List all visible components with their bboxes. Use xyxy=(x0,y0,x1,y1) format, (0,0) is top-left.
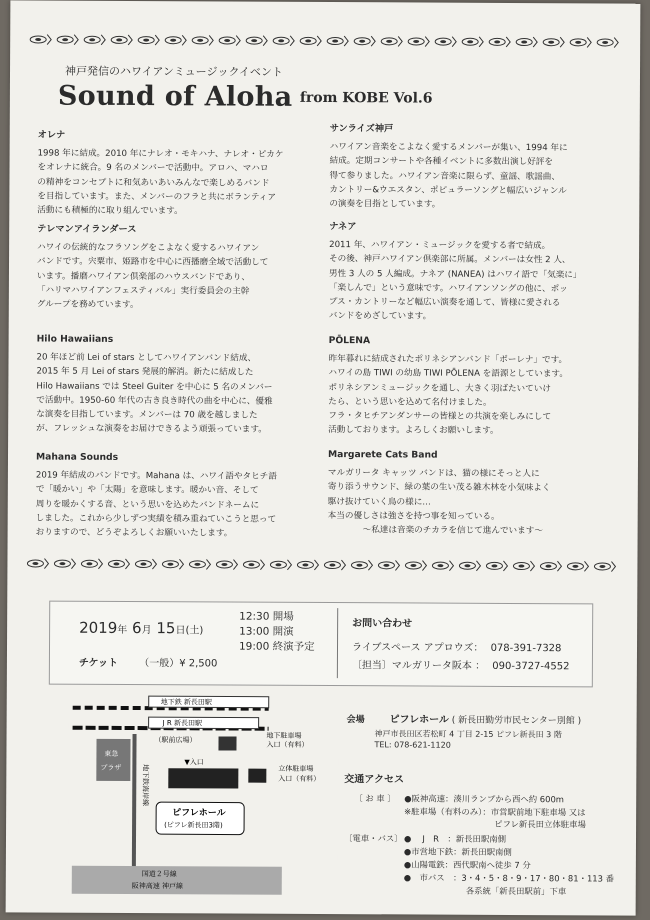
venue-name: ピフレホール xyxy=(389,714,449,726)
map-label-parking2: 立体駐車場 xyxy=(278,764,314,773)
map-label-parking2b: 入口（有料） xyxy=(278,774,321,783)
band-orena xyxy=(37,129,337,220)
decorative-border-top xyxy=(24,32,624,49)
date-year: 2019 xyxy=(79,618,118,637)
band-description: 昨年暮れに結成されたポリネシアンバンド「ポーレナ」です。 ハワイの島 TIWI の幼島 TIWI PŌLENA を語源としています。 ポリネシアンミュージックを通し、大きく羽ばたいていけ たら、という思いを込めて名付けました。 フラ・タヒチアンダンサーの皆様との共演を楽しみにして 活動しております。よろしくお願いします。 xyxy=(328,354,568,437)
event-date xyxy=(79,619,203,638)
access-train-3: ●山陽電鉄：西代駅南へ徒歩 7 分 xyxy=(403,859,531,871)
band-description: ハワイアン音楽をこよなく愛するメンバーが集い、1994 年に 結成。定期コンサートや各種イベントに多数出演し好評を 得て参りました。ハワイアン音楽に限らず、童謡、歌謡曲、 カントリー&ウエスタン、ポピュラーソングと幅広いジャンル の演奏を目指としています。 xyxy=(329,142,568,210)
date-day-unit: 日 xyxy=(175,625,186,637)
band-name: オレナ xyxy=(37,129,66,141)
access-car-2: ※駐車場（有料のみ）：市営駅前地下駐車場 又は xyxy=(404,806,586,818)
band-description: 2019 年結成のバンドです。Mahana は、ハワイ語やタヒチ語 で「暖かい」や「太陽」を意味します。暖かい音、そして 周りを暖かくする音、という思いを込めたバンドネームに しました。これから少しずつ実績を積み重ねていこうと思って おりますので、どうぞよろしくお願いいたします。 xyxy=(35,470,277,539)
map-label-jr: J R 新長田駅 xyxy=(162,719,203,728)
access-car-label: 〔 お 車 〕 xyxy=(354,793,396,804)
event-tagline: from KOBE Vol.6 xyxy=(299,89,433,107)
band-name: ナネア xyxy=(329,221,357,233)
map-label-road1: 国道２号線 xyxy=(141,870,177,879)
venue-building xyxy=(168,768,238,788)
band-name: Hilo Hawaiians xyxy=(36,333,114,345)
access-train-label: 〔電車・バス〕 xyxy=(343,833,403,844)
header-subtitle: 神戸発信のハワイアンミュージックイベント xyxy=(64,64,283,79)
map-label-tokyu: 東急 xyxy=(104,749,119,758)
map-label-street1: 地下鉄海岸線 xyxy=(141,764,150,807)
band-name: Mahana Sounds xyxy=(35,451,119,463)
access-train-5: 各系統「新長田駅前」下車 xyxy=(465,885,567,897)
date-year-unit: 年 xyxy=(117,624,128,636)
band-mahana xyxy=(36,450,336,541)
map-label-plaza: プラザ xyxy=(100,763,122,772)
access-train-1: ● J R ：新長田駅南側 xyxy=(403,833,507,844)
date-day: 15 xyxy=(156,619,176,638)
map-label-entrance: ▼入口 xyxy=(184,758,204,767)
inquiry-title: お問い合わせ xyxy=(352,618,413,630)
date-month-unit: 月 xyxy=(141,625,152,637)
access-map xyxy=(68,694,339,905)
map-label-venue-floor: (ピフレ新長田3階) xyxy=(164,821,223,830)
decorative-border-middle xyxy=(21,556,621,573)
band-description: ハワイの伝統的なフラソングをこよなく愛するハワイアン バンドです。宍粟市、姫路市を中心に西播磨全域で活動して います。播磨ハワイアン倶楽部のハウスバンドであり、 「ハリマハワイアンフェスティバル」実行委員会の主幹 グループを務めています。 xyxy=(36,242,269,311)
access-car-1: ●阪神高速：湊川ランプから西へ約 600m xyxy=(404,793,564,805)
band-name: テレマンアイランダース xyxy=(37,223,137,236)
venue-sub: ( 新長田勤労市民センター別館 ) xyxy=(451,715,582,727)
map-label-road2: 阪神高速 神戸線 xyxy=(131,882,184,891)
access-car-3: ピフレ新長田立体駐車場 xyxy=(494,818,586,830)
inquiry-label: 〔担当〕マルガリータ阪本 ： xyxy=(351,660,486,672)
inquiry-phone[interactable]: 078-391-7328 xyxy=(490,642,562,655)
band-description: マルガリータ キャッツ バンドは、猫の様にそっと人に 寄り添うサウンド、緑の葉の生い茂る雑木林を小気味よく 駆け抜けていく鳥の様に… 本当の優しさは強さを持つ事を知っている。 xyxy=(327,468,551,522)
venue-label: 会場 xyxy=(346,715,365,726)
map-label-plaza-area: （駅前広場） xyxy=(154,736,197,745)
map-label-venue: ピフレホール xyxy=(172,808,226,819)
inquiry-phone[interactable]: 090-3727-4552 xyxy=(492,660,570,673)
band-sunrise xyxy=(329,122,629,213)
inquiry-line-1 xyxy=(352,638,561,654)
parking-block-2 xyxy=(248,769,266,783)
venue-block xyxy=(347,710,582,726)
map-label-parking1: 地下駐車場 xyxy=(266,731,302,740)
band-description: 1998 年に結成。2010 年にナレオ・モキハナ、ナレオ・ピカケ をオレナに統合。9 名のメンバーで活動中。アロハ、マハロ の精神をコンセプトに和気あいあいみんなで楽しめるバンド を目指しています。また、メンバーのフラと共にボランティア 活動にも積極的に取り組んでいます。 xyxy=(37,148,284,217)
band-hilo xyxy=(36,332,337,437)
band-teleman xyxy=(37,223,337,314)
date-weekday: (土) xyxy=(185,625,204,637)
inquiry-label: ライブスペース アプロウズ： xyxy=(351,642,484,654)
band-description: 20 年ほど前 Lei of stars としてハワイアンバンド結成、 2015 年 5 月 Lei of stars 発展的解消。新たに結成した Hilo Hawaiians では Steel Guiter を中心に 5 名のメンバー で活動中。1950-60 年代の古き良き時代の曲を中心に、優雅 な演奏を目指しています。メンバーは 70 歳を越しました が、フレッシュな演奏をお届けできるよう頑張っています。 xyxy=(36,352,273,435)
band-margarete xyxy=(328,448,628,525)
event-times: 12:30 開場 13:00 開演 19:00 終演予定 xyxy=(238,610,315,653)
band-name: PŌLENA xyxy=(328,335,371,347)
band-nanea xyxy=(329,220,630,325)
map-label-subway: 地下鉄 新長田駅 xyxy=(160,698,212,707)
access-train-4: ● 市バス ：3・4・5・8・9・17・80・81・113 番 xyxy=(403,872,615,884)
band-description: 2011 年、ハワイアン・ミュージックを愛する者で結成。 その後、神戸ハワイアン倶楽部に所属。メンバーは女性 2 人、 男性 3 人の 5 人編成。ナネア (NANEA) はハワイ語で「気楽に」 「楽しんで」という意味です。ハワイアンソングの他に、ポッ プス・カントリーなど幅広い演奏を通して、皆様に愛される バンドをめざしています。 xyxy=(328,240,582,322)
event-title: Sound of Aloha xyxy=(57,80,293,113)
map-road xyxy=(132,734,137,874)
access-train-2: ●市営地下鉄：新長田駅南側 xyxy=(403,846,512,857)
flyer xyxy=(6,0,641,915)
band-name: サンライズ神戸 xyxy=(329,123,394,135)
band-name: Margarete Cats Band xyxy=(327,449,438,461)
date-month: 6 xyxy=(132,619,142,638)
inquiry-line-2 xyxy=(352,656,570,672)
map-label-parking1b: 入口（有料） xyxy=(266,740,309,749)
access-title: 交通アクセス xyxy=(344,774,405,786)
parking-block xyxy=(218,736,236,750)
ticket-price: （一般）¥ 2,500 xyxy=(139,658,218,670)
ticket-info xyxy=(79,654,218,670)
slogan: 〜私達は音楽のチカラを信じて進んでいます〜 xyxy=(362,525,543,537)
band-polena xyxy=(328,334,629,439)
tokyu-plaza-building xyxy=(96,739,130,781)
venue-tel: TEL: 078-621-1120 xyxy=(374,740,451,750)
venue-address: 神戸市長田区若松町 4 丁目 2-15 ピフレ新長田 3 階 xyxy=(374,729,562,740)
ticket-label: チケット xyxy=(78,657,119,669)
